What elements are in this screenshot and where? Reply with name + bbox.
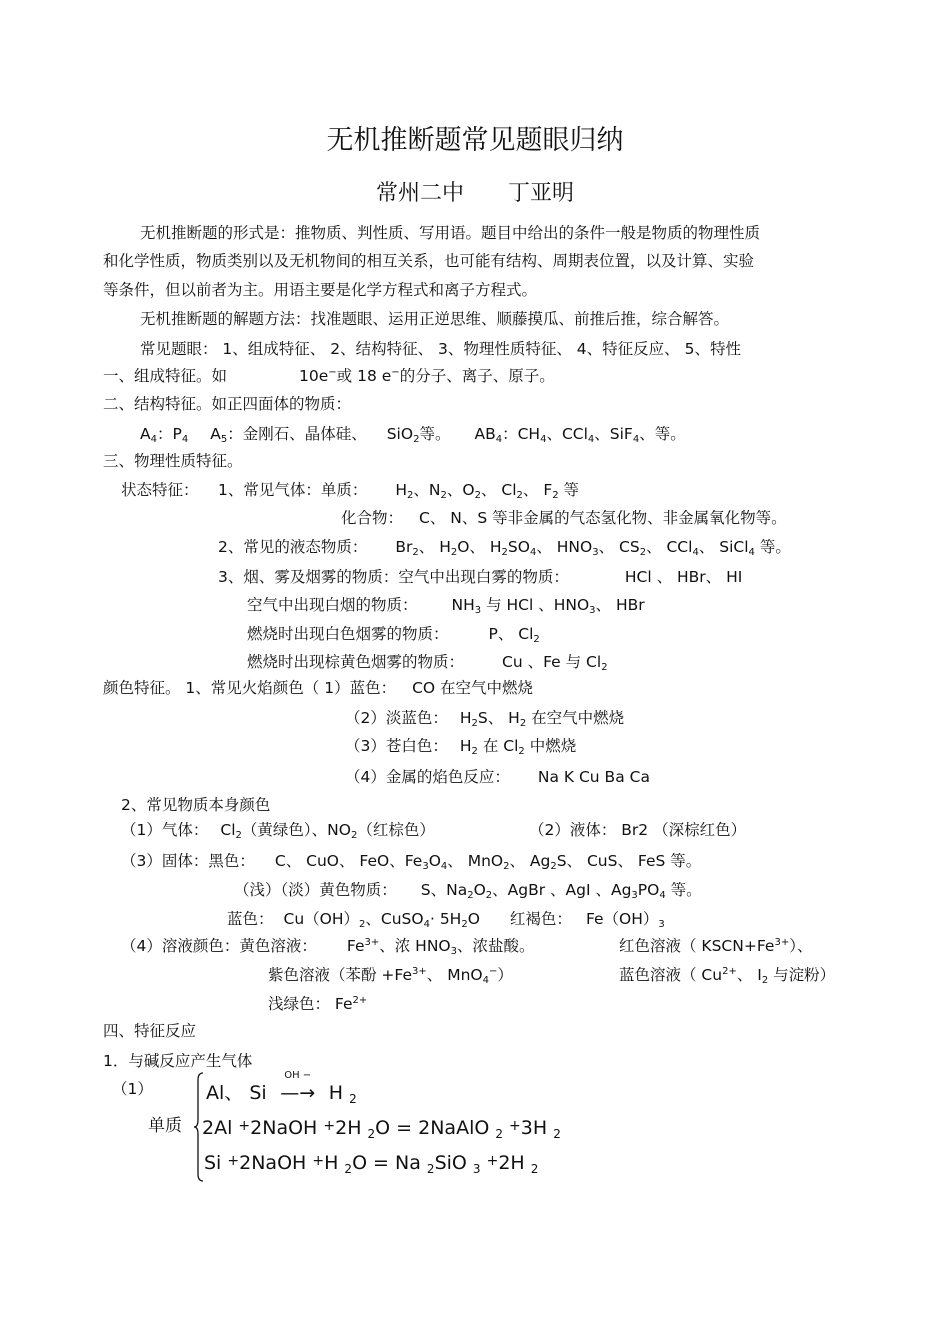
s2-head: 二、结构特征。如正四面体的物质：: [103, 395, 352, 413]
s3-c2-blue-line: 蓝色： $Cu(OH)_2$、CuSO$_4$· $5H_2O$ 红褐色： $Fe(OH)_3$: [227, 910, 665, 930]
s3-fog-line: 3、烟、雾及烟雾的物质：空气中出现白雾的物质： HCl 、 HBr、 HI: [218, 568, 743, 586]
s3-head: 三、物理性质特征。: [103, 452, 243, 470]
s3-c2-green-solution: 浅绿色： $Fe^{2+}$: [268, 995, 368, 1013]
oh-label: OH −: [284, 1070, 312, 1081]
s3-c2-red-solution: 红色溶液（ $KSCN+Fe^{3+}$）、: [619, 937, 813, 955]
s3-color-line: 颜色特征。 1、常见火焰颜色（ 1）蓝色： CO 在空气中燃烧: [103, 679, 534, 697]
intro-p1-line3: 等条件，但以前者为主。用语主要是化学方程式和离子方程式。: [103, 281, 538, 299]
s3-c2-solid-line: （3）固体：黑色： C、 CuO、 FeO、$Fe_3O_4$、 MnO$_2$、 $Ag_2S$、 CuS、 FeS 等。: [121, 852, 702, 872]
page-title: 无机推断题常见题眼归纳: [326, 125, 624, 156]
s3-pale-white-line: （3）苍白色： $H_2$ 在 $Cl_2$ 中燃烧: [345, 737, 577, 757]
s1-line: 一、组成特征。如 10e−或 18 e−的分子、离子、原子。: [103, 367, 555, 385]
s4-sub1: 1．与碱反应产生气体: [103, 1052, 253, 1070]
s3-c2-purple-solution: 紫色溶液（苯酚 $+Fe^{3+}$、 MnO$_4$−）: [268, 966, 513, 986]
s3-compound-line: 化合物： C、 N、S 等非金属的气态氢化物、非金属氧化物等。: [341, 509, 787, 527]
intro-p1-line2: 和化学性质，物质类别以及无机物间的相互关系，也可能有结构、周期表位置，以及计算、实验: [103, 252, 755, 270]
s4-number: （1）: [112, 1080, 153, 1098]
s3-c2-head: 2、常见物质本身颜色: [121, 796, 271, 814]
author-line: [0, 176, 950, 207]
s3-burn2-line: 燃烧时出现棕黄色烟雾的物质： Cu 、Fe 与 $Cl_2$: [247, 653, 608, 673]
intro-p2: 无机推断题的解题方法：找准题眼、运用正逆思维、顺藤摸瓜、前推后推，综合解答。: [140, 310, 730, 328]
s4-label-element: 单质: [148, 1116, 182, 1136]
s4-eq1: Al、 Si OH − —→ H $_2$: [206, 1070, 357, 1106]
s3-burn1-line: 燃烧时出现白色烟雾的物质： P、 $Cl_2$: [247, 625, 540, 645]
author-school: 常州二中: [375, 181, 464, 206]
s3-gas-line: 1、常见气体：单质： $H_2$、$N_2$、$O_2$、 $Cl_2$、 $F_2$ 等: [218, 481, 580, 501]
author-name: 丁亚明: [508, 181, 575, 206]
s3-liquid-line: 2、常见的液态物质： $Br_2$、 $H_2O$、 $H_2SO_4$、 $HNO_3$、 $CS_2$、 CCl$_4$、 SiCl$_4$ 等。: [218, 538, 791, 558]
s3-c2-solution-line: （4）溶液颜色：黄色溶液： $Fe^{3+}$、浓 $HNO_3$、浓盐酸。: [121, 937, 535, 957]
intro-p1-line1: 无机推断题的形式是：推物质、判性质、写用语。题目中给出的条件一般是物质的物理性质: [140, 224, 761, 242]
s2-line: $A_4$：$P_4$ $A_5$：金刚石、晶体硅、 SiO$_2$等。 $AB_4$：$CH_4$、CCl$_4$、SiF$_4$、等。: [140, 425, 686, 445]
intro-p3: 常见题眼： 1、组成特征、 2、结构特征、 3、物理性质特征、 4、特征反应、 5、特性: [140, 340, 741, 358]
s4-eq3: Si +2NaOH +H $_2$O = Na $_2$SiO $_3$ +2H $_2$: [204, 1152, 539, 1176]
s4-head: 四、特征反应: [103, 1022, 197, 1040]
s4-eq2: 2Al +2NaOH +2H $_2$O = 2NaAlO $_2$ +3H $_2$: [202, 1117, 561, 1141]
s3-smoke-line: 空气中出现白烟的物质： $NH_3$ 与 HCl 、$HNO_3$、 HBr: [247, 596, 645, 616]
s3-metal-line: （4）金属的焰色反应： Na K Cu Ba Ca: [345, 768, 650, 786]
s3-c2-blue-solution: 蓝色溶液（ $Cu^{2+}$、 $I_2$ 与淀粉）: [619, 966, 836, 986]
s3-c2-liquid: （2）液体： Br2 （深棕红色）: [529, 821, 747, 839]
s3-c2-yellow-line: （浅）（淡）黄色物质： S、$Na_2O_2$、AgBr 、AgI 、$Ag_3PO_4$ 等。: [234, 881, 702, 901]
s3-c2-gas-line: （1）气体： $Cl_2$（黄绿色）、$NO_2$（红棕色）: [121, 821, 435, 841]
s3-pale-blue-line: （2）淡蓝色： $H_2S$、 $H_2$ 在空气中燃烧: [345, 709, 625, 729]
s3-state-label: 状态特征：: [121, 481, 199, 499]
